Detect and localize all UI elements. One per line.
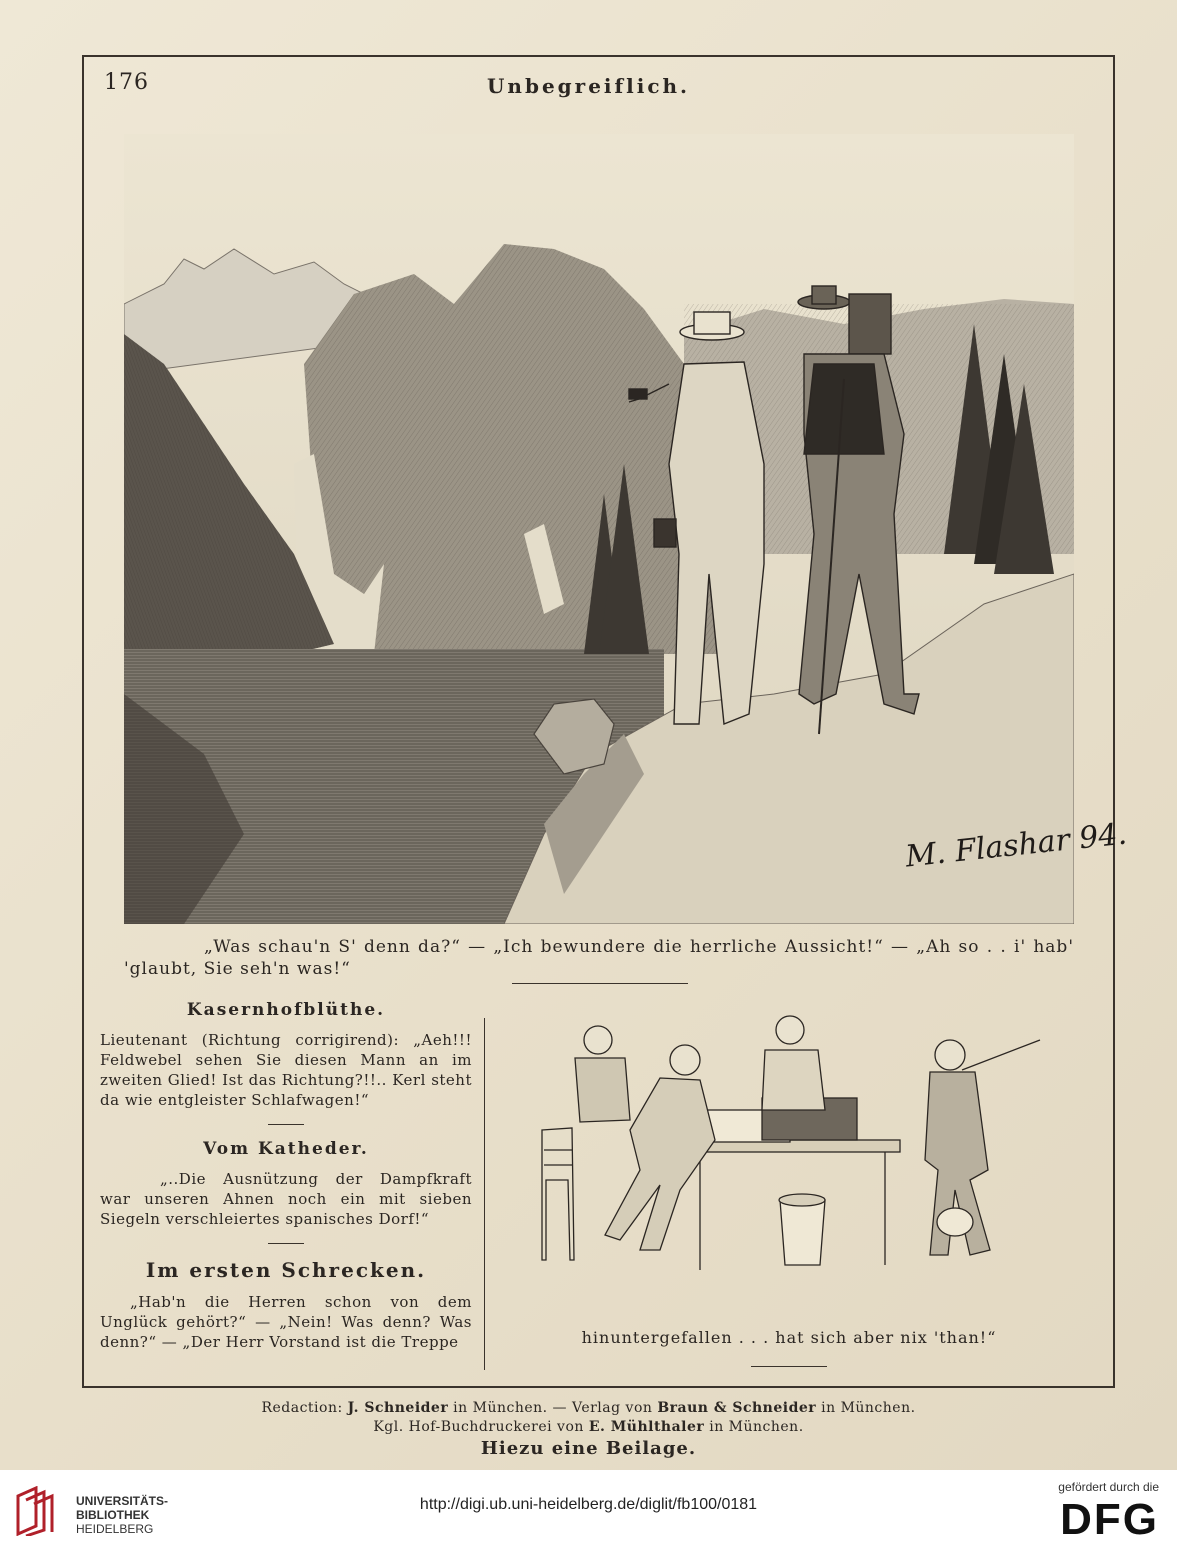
viewer-footer [0,1470,1177,1555]
imprint-line-2 [0,1419,1177,1435]
printer-name: E. Mühlthaler [588,1419,705,1435]
section-heading: Im ersten Schrecken. [145,1258,427,1282]
divider-rule [751,1366,827,1367]
imprint-line-1 [0,1400,1177,1416]
column-divider [484,1018,485,1370]
section-divider [268,1124,304,1125]
imprint-text: Kgl. Hof-Buchdruckerei von [373,1419,589,1435]
section-text: „Hab'n die Herren schon von dem Unglück gehört?“ — „Nein! Was denn? Was denn?“ — „Der Herr Vorstand ist die Treppe [100,1293,472,1351]
publisher-name: Braun & Schneider [657,1400,817,1416]
section-text: Lieutenant (Richtung corrigirend): „Aeh!!! Feldwebel sehen Sie diesen Mann an im zweiten Glied! Ist das Richtung?!!.. Kerl steht da wie entgleister Schlafwagen!“ [100,1031,472,1109]
section-heading: Vom Katheder. [203,1139,369,1159]
imprint-text: in München. [704,1419,804,1435]
office-scene-engraving [500,1010,1078,1310]
artist-signature: M. Flashar 94. [903,816,1129,875]
supplement-notice: Hiezu eine Beilage. [480,1438,697,1459]
section-heading: Kasernhofblüthe. [186,1000,386,1020]
permalink-url[interactable]: http://digi.ub.uni-heidelberg.de/diglit/fb100/0181 [419,1496,758,1513]
alpine-lake-engraving [124,134,1074,924]
imprint-text: Redaction: [261,1400,348,1416]
library-name-line: UNIVERSITÄTS- [76,1494,169,1508]
funding-note: gefördert durch die [1058,1480,1159,1494]
top-caption: „Was schau'n S' denn da?“ — „Ich bewundere die herrliche Aussicht!“ — „Ah so . . i' hab' 'glaubt, Sie seh'n was!“ [124,937,1074,979]
library-name-line: HEIDELBERG [76,1522,154,1536]
divider-rule [512,983,688,984]
imprint-text: in München. — Verlag von [448,1400,658,1416]
library-name-line: BIBLIOTHEK [76,1508,150,1522]
dfg-logo[interactable]: DFG [1060,1495,1159,1544]
imprint-text: in München. [816,1400,916,1416]
anecdotes-column [100,1000,472,1352]
editor-name: J. Schneider [347,1400,449,1416]
running-title: Unbegreiflich. [486,74,690,98]
bottom-caption: hinuntergefallen . . . hat sich aber nix 'than!“ [581,1328,997,1347]
section-divider [268,1243,304,1244]
section-text: „..Die Ausnützung der Dampfkraft war unseren Ahnen noch ein mit sieben Siegeln verschleiertes spanisches Dorf!“ [100,1170,472,1228]
page-number: 176 [104,70,149,95]
